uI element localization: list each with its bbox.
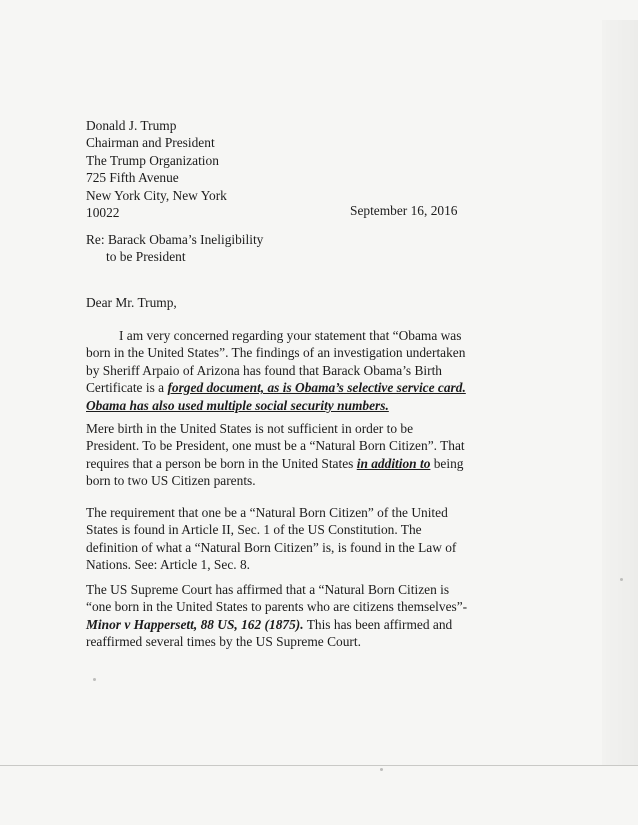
paragraph-1	[86, 327, 546, 414]
subject-line-1: Re: Barack Obama’s Ineligibility	[86, 232, 264, 247]
paragraph-2-line: Mere birth in the United States is not sufficient in order to be	[86, 421, 414, 436]
paragraph-3-line: Nations. See: Article 1, Sec. 8.	[86, 557, 251, 573]
recipient-street: 725 Fifth Avenue	[86, 170, 179, 186]
paragraph-1-line: I am very concerned regarding your statement that “Obama was	[119, 328, 462, 343]
paragraph-2-line: President. To be President, one must be a “Natural Born Citizen”. That	[86, 438, 465, 454]
paragraph-4-line	[86, 616, 546, 633]
paragraph-4-line: “one born in the United States to parents who are citizens themselves”-	[86, 599, 468, 615]
paragraph-2	[86, 420, 546, 490]
case-citation: Minor v Happersett, 88 US, 162 (1875).	[86, 616, 304, 632]
paragraph-3-line: The requirement that one be a “Natural Born Citizen” of the United	[86, 505, 448, 520]
paragraph-2-text: requires that a person be born in the United States	[86, 455, 357, 471]
letter-date: September 16, 2016	[350, 203, 458, 218]
recipient-organization: The Trump Organization	[86, 152, 219, 168]
paragraph-3-line: definition of what a “Natural Born Citizen” is, is found in the Law of	[86, 539, 457, 555]
in-addition-to-emphasis: in addition to	[356, 455, 431, 471]
paragraph-1-line	[86, 379, 546, 396]
scan-speck	[93, 678, 96, 681]
recipient-title: Chairman and President	[86, 135, 215, 151]
scan-bottom-edge	[0, 765, 638, 766]
paragraph-1-line	[86, 397, 546, 414]
scan-speck	[620, 578, 623, 581]
recipient-zip: 10022	[86, 205, 120, 221]
social-security-emphasis: Obama has also used multiple social security numbers.	[86, 397, 389, 413]
scan-speck	[380, 768, 383, 771]
paragraph-3	[86, 504, 546, 574]
paragraph-1-text: Certificate is a	[86, 380, 168, 396]
paragraph-3-line: States is found in Article II, Sec. 1 of the US Constitution. The	[86, 522, 422, 538]
salutation: Dear Mr. Trump,	[86, 295, 177, 310]
paragraph-4-line: The US Supreme Court has affirmed that a “Natural Born Citizen is	[86, 582, 450, 597]
forged-document-emphasis: forged document, as is Obama’s selective service card.	[167, 380, 466, 396]
paragraph-1-line: by Sheriff Arpaio of Arizona has found that Barack Obama’s Birth	[86, 362, 443, 378]
scan-edge-shadow	[602, 20, 638, 765]
paragraph-4-text: This has been affirmed and	[303, 616, 453, 632]
paragraph-1-line: born in the United States”. The findings of an investigation undertaken	[86, 345, 466, 361]
paragraph-2-text: being	[430, 455, 464, 471]
subject-line	[86, 231, 263, 266]
paragraph-2-line	[86, 455, 546, 472]
recipient-name: Donald J. Trump	[86, 118, 177, 133]
recipient-city: New York City, New York	[86, 187, 227, 203]
recipient-address	[86, 117, 227, 221]
paragraph-2-line: born to two US Citizen parents.	[86, 473, 256, 489]
paragraph-4-line: reaffirmed several times by the US Supreme Court.	[86, 634, 361, 650]
paragraph-4	[86, 581, 546, 651]
subject-line-2: to be President	[106, 249, 186, 265]
